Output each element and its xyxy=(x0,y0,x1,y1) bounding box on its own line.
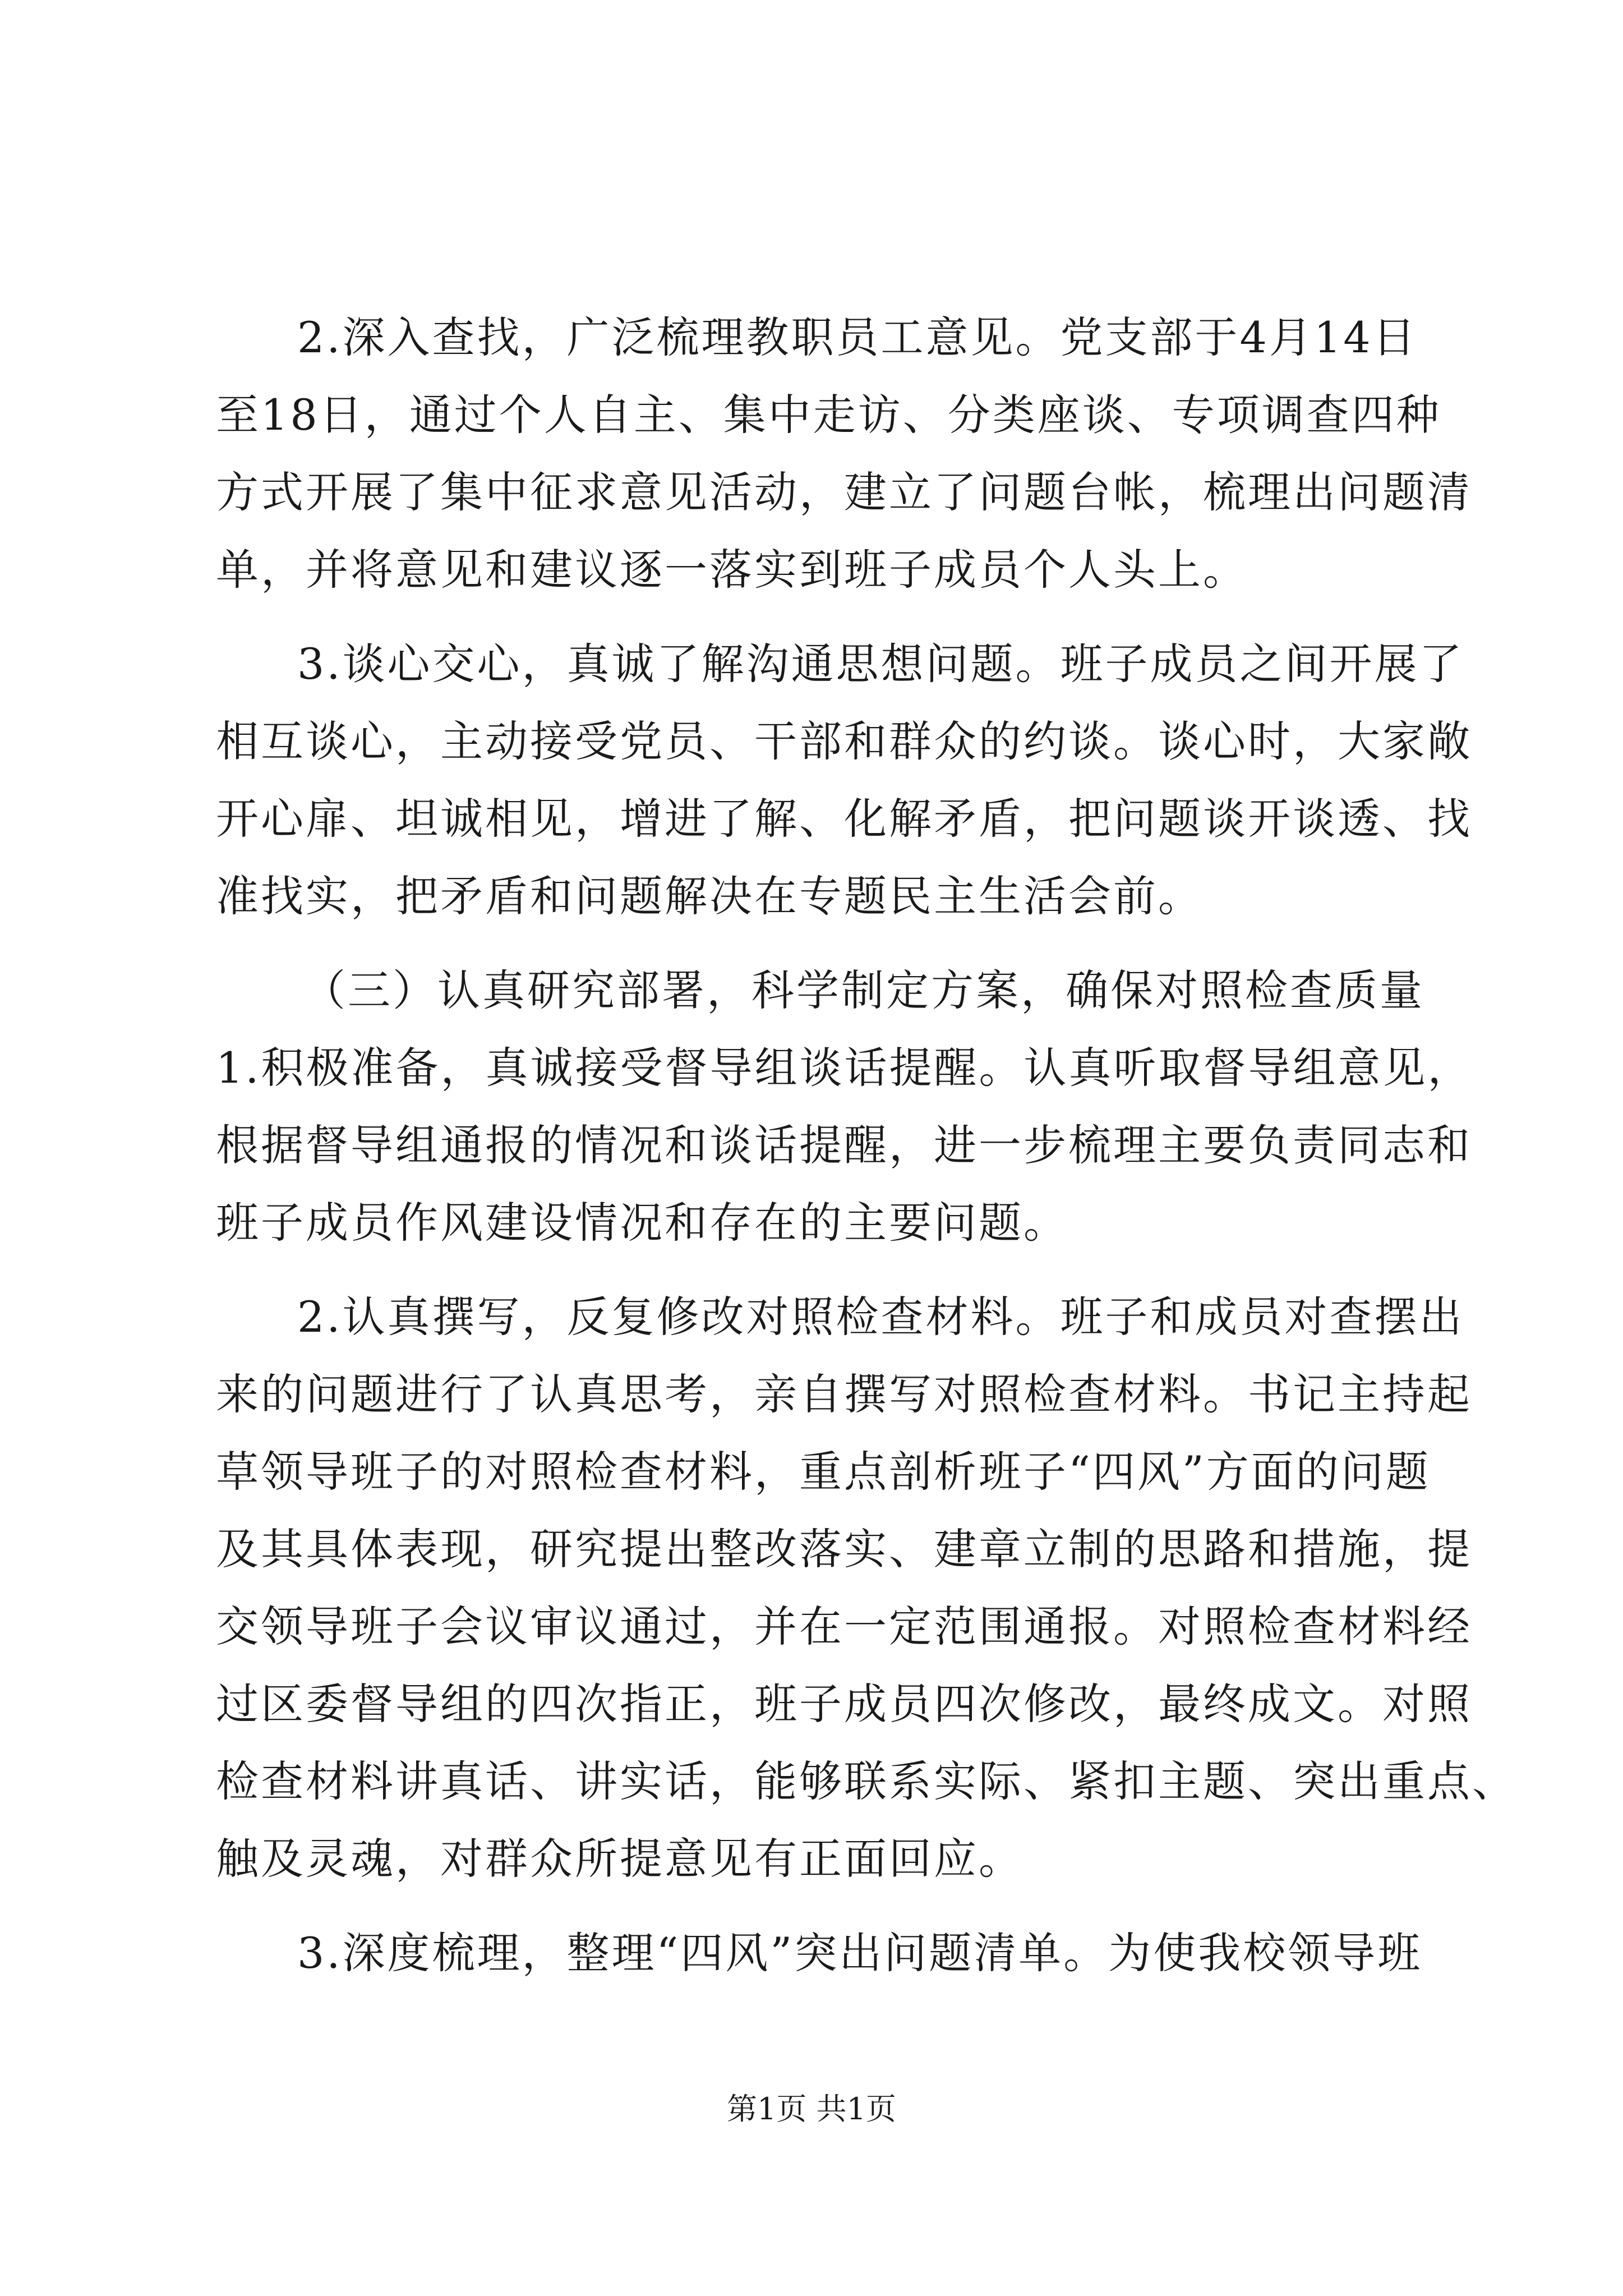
subsection-2-line-2: 来的问题进行了认真思考，亲自撰写对照检查材料。书记主持起 xyxy=(216,1369,1472,1419)
paragraph-3-line-1: 3.谈心交心，真诚了解沟通思想问题。班子成员之间开展了 xyxy=(297,639,1464,689)
paragraph-2-line-3: 方式开展了集中征求意见活动，建立了问题台帐，梳理出问题清 xyxy=(216,467,1472,517)
subsection-2-line-5: 交领导班子会议审议通过，并在一定范围通报。对照检查材料经 xyxy=(216,1602,1472,1651)
page-footer: 第1页 共1页 xyxy=(727,2091,896,2127)
subsection-2-line-6: 过区委督导组的四次指正，班子成员四次修改，最终成文。对照 xyxy=(216,1679,1472,1729)
subsection-2-line-3: 草领导班子的对照检查材料，重点剖析班子“四风”方面的问题 xyxy=(216,1447,1431,1497)
subsection-3-line-1: 3.深度梳理，整理“四风”突出问题清单。为使我校领导班 xyxy=(297,1928,1423,1978)
paragraph-3-line-3: 开心扉、坦诚相见，增进了解、化解矛盾，把问题谈开谈透、找 xyxy=(216,794,1472,844)
paragraph-3-line-4: 准找实，把矛盾和问题解决在专题民主生活会前。 xyxy=(216,871,1203,921)
paragraph-2-line-1: 2.深入查找，广泛梳理教职员工意见。党支部于4月14日 xyxy=(297,312,1418,362)
section-heading: （三）认真研究部署，科学制定方案，确保对照检查质量 xyxy=(303,965,1424,1015)
paragraph-2-line-4: 单，并将意见和建议逐一落实到班子成员个人头上。 xyxy=(216,545,1248,595)
subsection-1-line-2: 根据督导组通报的情况和谈话提醒，进一步梳理主要负责同志和 xyxy=(216,1120,1472,1170)
paragraph-2-line-2: 至18日，通过个人自主、集中走访、分类座谈、专项调查四种 xyxy=(216,390,1441,440)
subsection-2-line-1: 2.认真撰写，反复修改对照检查材料。班子和成员对查摆出 xyxy=(297,1292,1464,1342)
subsection-1-line-3: 班子成员作风建设情况和存在的主要问题。 xyxy=(216,1198,1068,1248)
paragraph-3-line-2: 相互谈心，主动接受党员、干部和群众的约谈。谈心时，大家敞 xyxy=(216,716,1472,766)
subsection-2-line-4: 及其具体表现，研究提出整改落实、建章立制的思路和措施，提 xyxy=(216,1524,1472,1574)
subsection-2-line-8: 触及灵魂，对群众所提意见有正面回应。 xyxy=(216,1834,1023,1884)
subsection-2-line-7: 检查材料讲真话、讲实话，能够联系实际、紧扣主题、突出重点、 xyxy=(216,1756,1517,1806)
subsection-1-line-1: 1.积极准备，真诚接受督导组谈话提醒。认真听取督导组意见， xyxy=(216,1043,1473,1093)
